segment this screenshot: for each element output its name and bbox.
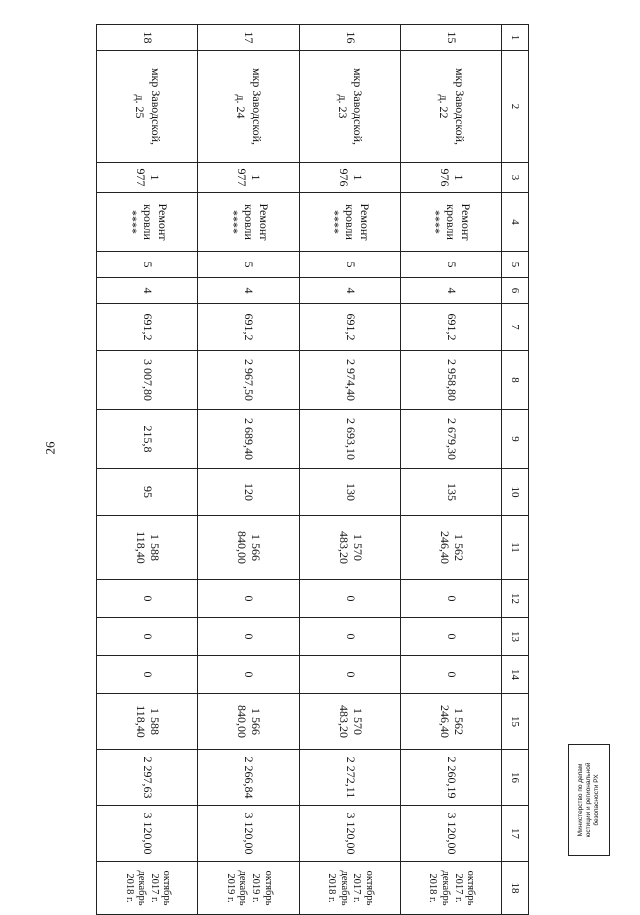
value-cell: 3 120,00	[97, 806, 198, 862]
work-type-cell-line: ****	[125, 210, 140, 234]
period-cell-line: октябрь 2017 г.	[452, 870, 477, 906]
value-cell: 2 967,50	[198, 351, 299, 410]
column-number-header: 8	[502, 351, 529, 410]
value-cell: 691,2	[97, 304, 198, 351]
value-cell: 0	[198, 656, 299, 694]
address-cell-line: мкр Заводской,	[351, 67, 366, 146]
value-cell: 5	[299, 252, 400, 278]
value-cell: 2 297,63	[97, 750, 198, 806]
value-cell: 0	[97, 618, 198, 656]
column-number-header: 11	[502, 516, 529, 580]
value-cell: 0	[400, 618, 501, 656]
value-cell: 0	[198, 618, 299, 656]
table-row	[299, 25, 400, 915]
work-type-cell-line: ****	[328, 210, 343, 234]
column-number-header: 5	[502, 252, 529, 278]
work-type-cell-line: Ремонт кровли	[343, 203, 373, 241]
value-cell: 215,8	[97, 410, 198, 469]
value-cell: 0	[97, 656, 198, 694]
value-cell: 0	[400, 580, 501, 618]
value-cell: 4	[299, 278, 400, 304]
value-cell: 0	[400, 656, 501, 694]
value-cell: 4	[97, 278, 198, 304]
value-cell: 0	[198, 580, 299, 618]
column-number-header: 9	[502, 410, 529, 469]
address-cell-line: д. 22	[437, 94, 451, 119]
value-cell: 2 260,19	[400, 750, 501, 806]
value-cell: 3 120,00	[400, 806, 501, 862]
value-cell: 3 120,00	[299, 806, 400, 862]
column-number-header: 12	[502, 580, 529, 618]
column-number-header: 6	[502, 278, 529, 304]
stamp-line-3: безопасности РХ	[593, 774, 601, 826]
work-type-cell-line: ****	[429, 210, 444, 234]
value-cell: 2 679,30	[400, 410, 501, 469]
value-cell: 0	[299, 618, 400, 656]
table-row	[400, 25, 501, 915]
value-cell: 0	[299, 580, 400, 618]
row-number-cell: 17	[198, 25, 299, 51]
stamp-line-1: Министерство по делам	[576, 763, 584, 837]
value-cell: 2 693,10	[299, 410, 400, 469]
address-cell-line: мкр Заводской,	[148, 67, 163, 146]
value-cell: 4	[198, 278, 299, 304]
value-cell: 1 570 483,20	[299, 516, 400, 580]
column-number-header: 2	[502, 51, 529, 163]
table-body	[97, 25, 529, 915]
value-cell: 95	[97, 469, 198, 516]
value-cell: 691,2	[299, 304, 400, 351]
row-number-cell: 15	[400, 25, 501, 51]
value-cell: 2 266,84	[198, 750, 299, 806]
column-number-header: 10	[502, 469, 529, 516]
table-row	[198, 25, 299, 915]
value-cell: 3 120,00	[198, 806, 299, 862]
value-cell: 5	[97, 252, 198, 278]
work-type-cell	[299, 193, 400, 252]
row-number-cell: 18	[97, 25, 198, 51]
work-type-cell	[198, 193, 299, 252]
value-cell: 2 974,40	[299, 351, 400, 410]
column-number-header: 1	[502, 25, 529, 51]
value-cell: 691,2	[198, 304, 299, 351]
column-number-header: 14	[502, 656, 529, 694]
address-cell	[198, 51, 299, 163]
value-cell: 1 588 118,40	[97, 694, 198, 750]
value-cell: 5	[400, 252, 501, 278]
value-cell: 3 007,80	[97, 351, 198, 410]
value-cell: 1 566 840,00	[198, 694, 299, 750]
period-cell-line: декабрь 2019 г.	[224, 870, 249, 906]
year-cell: 1 976	[299, 163, 400, 193]
registration-stamp	[568, 744, 610, 856]
period-cell	[400, 862, 501, 915]
value-cell: 691,2	[400, 304, 501, 351]
year-cell: 1 977	[198, 163, 299, 193]
work-type-cell	[97, 193, 198, 252]
address-cell	[299, 51, 400, 163]
period-cell-line: декабрь 2018 г.	[427, 870, 451, 906]
period-cell-line: декабрь 2018 г.	[326, 870, 350, 906]
stamp-line-2: юстиции и региональной	[584, 762, 592, 838]
address-cell-line: д. 23	[335, 94, 350, 119]
column-number-header: 13	[502, 618, 529, 656]
column-number-header: 4	[502, 193, 529, 252]
work-type-cell	[400, 193, 501, 252]
address-cell	[97, 51, 198, 163]
value-cell: 120	[198, 469, 299, 516]
period-cell	[97, 862, 198, 915]
period-cell-line: октябрь 2017 г.	[351, 870, 375, 906]
value-cell: 2 958,80	[400, 351, 501, 410]
address-cell-line: д. 24	[234, 94, 249, 119]
data-table	[96, 24, 529, 915]
value-cell: 1 566 840,00	[198, 516, 299, 580]
column-number-header: 16	[502, 750, 529, 806]
address-cell-line: мкр Заводской,	[250, 67, 265, 146]
work-type-cell-line: Ремонт кровли	[444, 203, 474, 241]
value-cell: 2 689,40	[198, 410, 299, 469]
value-cell: 135	[400, 469, 501, 516]
value-cell: 130	[299, 469, 400, 516]
value-cell: 0	[97, 580, 198, 618]
value-cell: 1 588 118,40	[97, 516, 198, 580]
year-cell: 1 977	[97, 163, 198, 193]
header-row	[502, 25, 529, 915]
value-cell: 1 570 483,20	[299, 694, 400, 750]
column-number-header: 15	[502, 694, 529, 750]
period-cell-line: октябрь 2019 г.	[250, 870, 274, 906]
period-cell	[299, 862, 400, 915]
period-cell	[198, 862, 299, 915]
data-table-container	[96, 24, 529, 906]
value-cell: 1 562 246,40	[400, 516, 501, 580]
column-number-header: 17	[502, 806, 529, 862]
address-cell-line: мкр Заводской,	[452, 67, 467, 146]
column-number-header: 3	[502, 163, 529, 193]
value-cell: 4	[400, 278, 501, 304]
table-row	[97, 25, 198, 915]
work-type-cell-line: Ремонт кровли	[140, 203, 170, 241]
column-number-header: 18	[502, 862, 529, 915]
row-number-cell: 16	[299, 25, 400, 51]
page-number: 26	[42, 441, 58, 455]
period-cell-line: декабрь 2018 г.	[123, 870, 148, 906]
year-cell: 1 976	[400, 163, 501, 193]
address-cell	[400, 51, 501, 163]
value-cell: 0	[299, 656, 400, 694]
period-cell-line: октябрь 2017 г.	[148, 870, 173, 906]
work-type-cell-line: Ремонт кровли	[241, 203, 271, 241]
address-cell-line: д. 25	[133, 94, 148, 119]
column-number-header: 7	[502, 304, 529, 351]
value-cell: 1 562 246,40	[400, 694, 501, 750]
work-type-cell-line: ****	[226, 210, 241, 234]
value-cell: 2 272,11	[299, 750, 400, 806]
value-cell: 5	[198, 252, 299, 278]
